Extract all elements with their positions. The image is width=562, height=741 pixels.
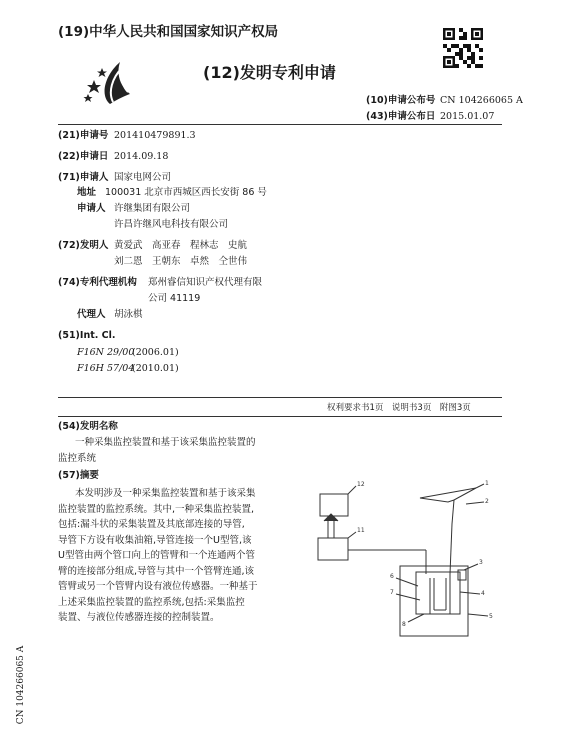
inventors-line1: 黄爱武 高亚春 程林志 史航 [114,240,248,251]
ipc-date-2: (2010.01) [132,363,179,374]
office-name: (19)中华人民共和国国家知识产权局 [58,24,279,40]
applicant-label: (71)申请人 [58,172,109,183]
pub-date-label: (43)申请公布日 [366,111,436,122]
inventors-line2: 刘二恩 王朝东 卓然 仝世伟 [114,256,248,267]
agency-line1: 郑州睿信知识产权代理有限 [148,277,263,288]
app-no: 201410479891.3 [114,130,196,141]
fig-label: 3 [479,559,483,566]
fig-funnel [420,488,476,502]
abstract-label: (57)摘要 [58,470,99,481]
logo-star-3 [84,94,93,102]
logo-star-2 [97,68,107,77]
abstract-line: 监控装置的监控系统。其中,一种采集监控装置, [58,503,255,515]
app-no-label: (21)申请号 [58,130,109,141]
fig-box-12 [320,494,348,516]
abstract-line: U型管由两个管口向上的管臂和一个连通两个管 [58,550,255,561]
fig-label: 7 [390,589,394,596]
abstract-line: 管臂或另一个管臂内设有液位传感器。一种基于 [58,581,258,592]
cnipa-logo [80,56,140,108]
title-line1: 一种采集监控装置和基于该采集监控装置的 [75,437,256,448]
applicant2-b: 许昌许继风电科技有限公司 [114,219,229,230]
abstract-line: 本发明涉及一种采集监控装置和基于该采集 [75,488,256,499]
ipc-date-1: (2006.01) [132,347,179,358]
fig-container [416,572,460,614]
page-counts: 权利要求书1页 说明书3页 附图3页 [327,403,471,413]
ipc-code-1: F16N 29/00 [77,347,135,358]
app-date: 2014.09.18 [114,151,169,162]
logo-swoosh [105,62,130,104]
pub-no: CN 104266065 A [440,95,523,106]
app-date-label: (22)申请日 [58,151,109,162]
abstract-figure [308,474,504,644]
fig-label: 12 [357,481,365,488]
document-type: (12)发明专利申请 [203,63,336,82]
pub-no-label: (10)申请公布号 [366,95,436,106]
header-rule [58,124,502,125]
agent: 胡泳棋 [114,309,143,320]
abstract-line: 导管下方设有收集油箱,导管连接一个U型管,该 [58,534,252,546]
agent-label: 代理人 [77,309,106,320]
fig-label: 11 [357,527,365,534]
fig-label: 2 [485,498,489,505]
address-label: 地址 [77,187,97,198]
applicant: 国家电网公司 [114,172,172,183]
inventor-label: (72)发明人 [58,240,109,251]
abstract-line: 臂的连接部分组成,导管与其中一个管臂连通,该 [58,565,255,577]
agency-label: (74)专利代理机构 [58,277,137,288]
fig-label: 5 [489,613,493,620]
fig-label: 1 [485,480,489,487]
ipc-code-2: F16H 57/04 [77,363,135,374]
applicant2-label: 申请人 [77,203,106,214]
address: 100031 北京市西城区西长安街 86 号 [105,187,267,198]
fig-label: 8 [402,621,406,628]
title-line2: 监控系统 [58,453,97,464]
title-label: (54)发明名称 [58,421,118,432]
fig-label: 6 [390,573,394,580]
applicant2-a: 许继集团有限公司 [114,203,191,214]
biblio-rule [58,397,502,398]
agency-line2: 公司 41119 [148,293,201,304]
qr-code [443,28,483,68]
pub-date: 2015.01.07 [440,111,495,122]
fig-label: 4 [481,590,485,597]
abstract-line: 上述采集监控装置的监控系统,包括:采集监控 [58,596,245,608]
side-pub-no: CN 104266065 A [16,645,26,725]
fig-box-11 [318,538,348,560]
int-cl-label: (51)Int. Cl. [58,330,116,341]
logo-star-1 [87,80,101,93]
abstract-line: 包括:漏斗状的采集装置及其底部连接的导管, [58,519,245,530]
counts-rule [58,416,502,417]
abstract-line: 装置、与液位传感器连接的控制装置。 [58,612,220,623]
abstract-body [58,487,298,627]
